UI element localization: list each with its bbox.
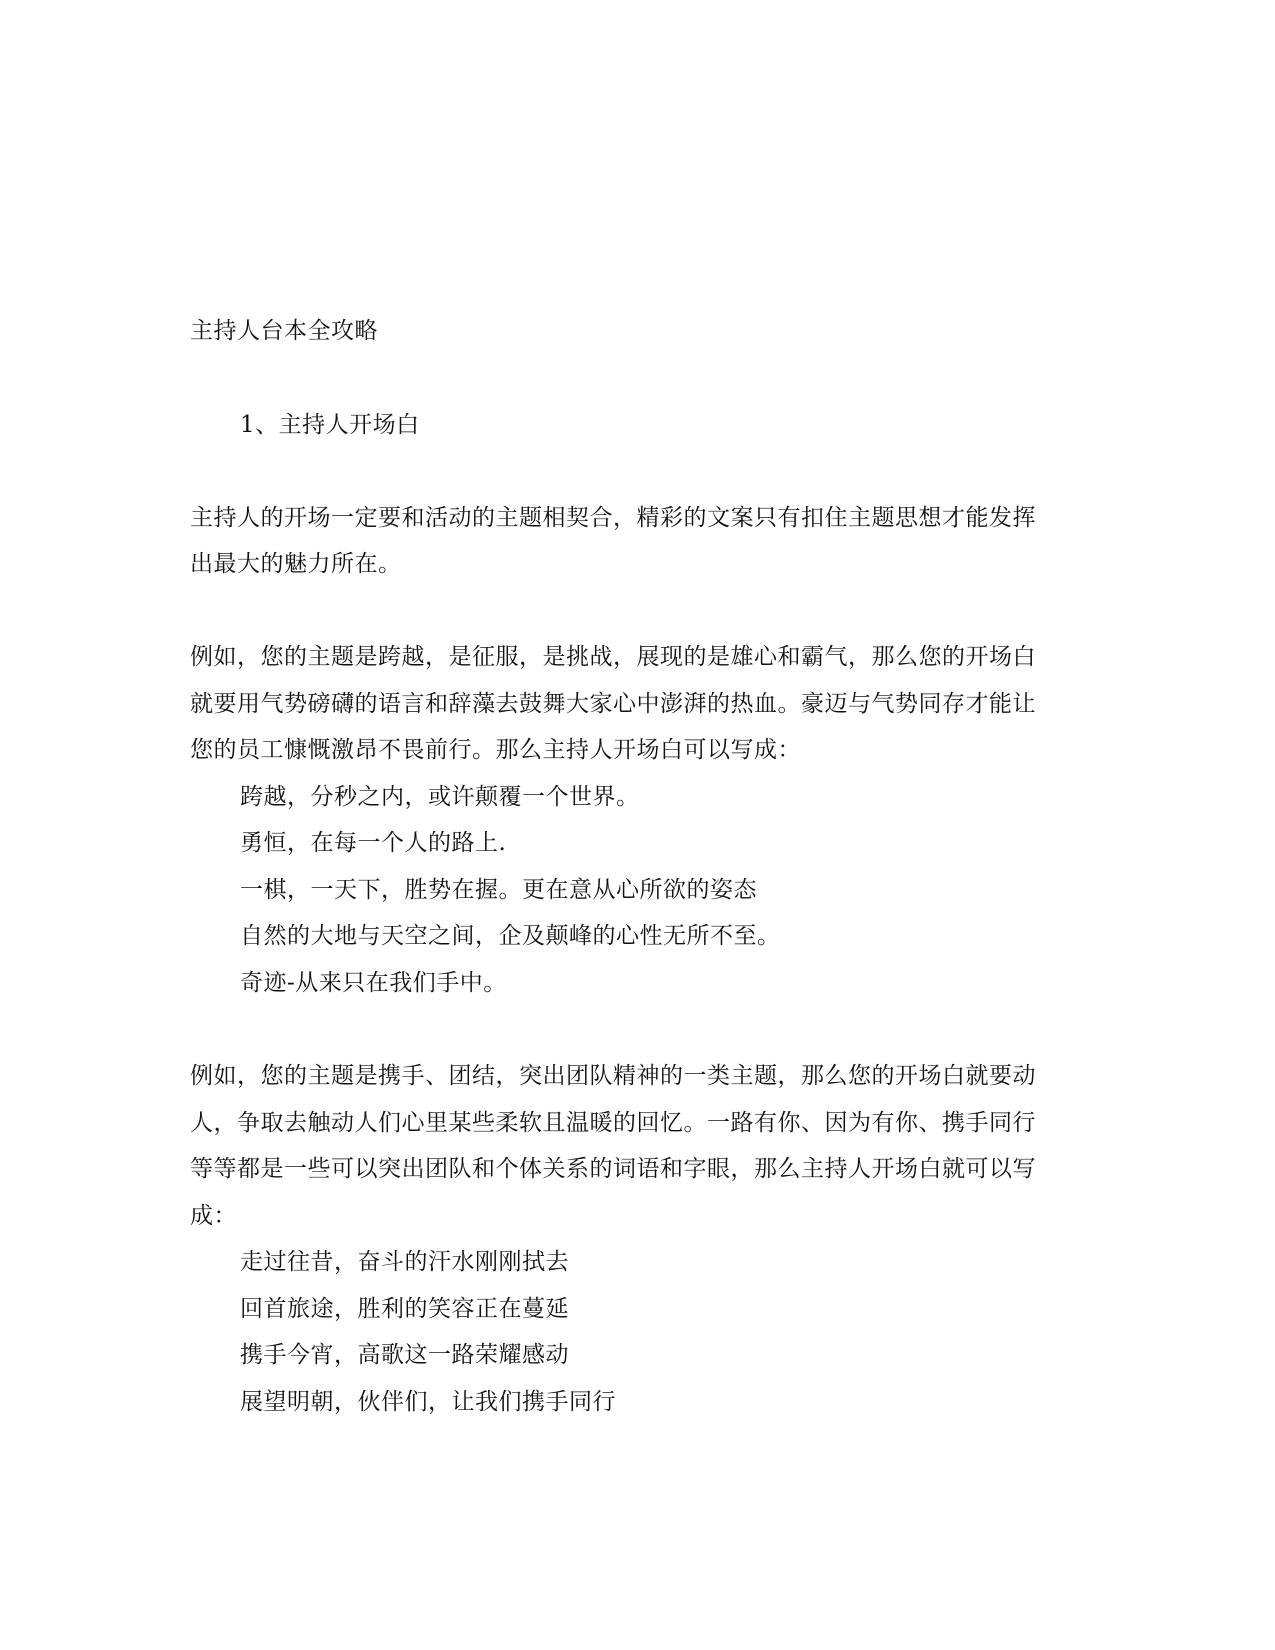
example1-paragraph-line: 您的员工慷慨激昂不畏前行。那么主持人开场白可以写成： (190, 737, 801, 763)
example2-paragraph-line: 例如，您的主题是携手、团结，突出团队精神的一类主题，那么您的开场白就要动 (190, 1063, 1036, 1089)
intro-paragraph-line: 出最大的魅力所在。 (190, 551, 402, 577)
example1-paragraph-line: 就要用气势磅礴的语言和辞藻去鼓舞大家心中澎湃的热血。豪迈与气势同存才能让 (190, 691, 1036, 717)
example2-paragraph-line: 成： (190, 1203, 237, 1229)
section-heading: 1、主持人开场白 (240, 412, 420, 438)
example2-paragraph-line: 人，争取去触动人们心里某些柔软且温暖的回忆。一路有你、因为有你、携手同行 (190, 1110, 1036, 1136)
intro-paragraph-line: 主持人的开场一定要和活动的主题相契合，精彩的文案只有扣住主题思想才能发挥 (190, 505, 1036, 531)
example1-verse-line: 跨越，分秒之内，或许颠覆一个世界。 (240, 784, 640, 810)
example1-paragraph-line: 例如，您的主题是跨越，是征服，是挑战，展现的是雄心和霸气，那么您的开场白 (190, 644, 1036, 670)
example1-verse-line: 勇恒，在每一个人的路上. (240, 830, 507, 856)
example1-verse-line: 一棋，一天下，胜势在握。更在意从心所欲的姿态 (240, 877, 757, 903)
example2-verse-line: 回首旅途，胜利的笑容正在蔓延 (240, 1296, 569, 1322)
example2-verse-line: 展望明朝，伙伴们，让我们携手同行 (240, 1389, 616, 1415)
document-title: 主持人台本全攻略 (190, 318, 378, 344)
example2-paragraph-line: 等等都是一些可以突出团队和个体关系的词语和字眼，那么主持人开场白就可以写 (190, 1156, 1036, 1182)
example1-verse-line: 自然的大地与天空之间，企及颠峰的心性无所不至。 (240, 923, 781, 949)
example2-verse-line: 携手今宵，高歌这一路荣耀感动 (240, 1342, 569, 1368)
example1-verse-line: 奇迹-从来只在我们手中。 (240, 970, 507, 996)
example2-verse-line: 走过往昔，奋斗的汗水刚刚拭去 (240, 1249, 569, 1275)
